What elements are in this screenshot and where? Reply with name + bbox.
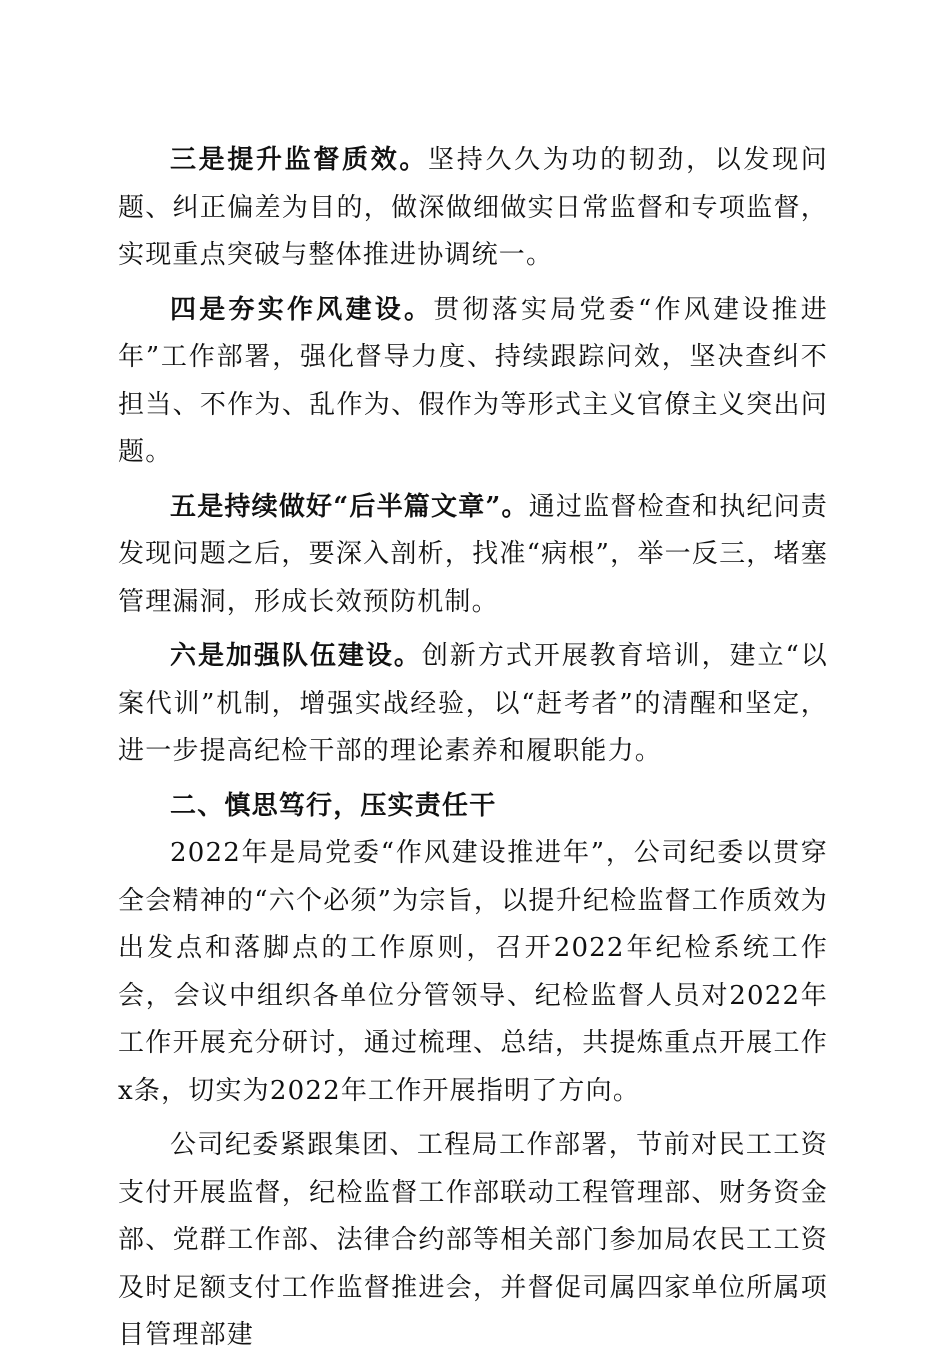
paragraph-text: 通过监督检查和执纪问责发现问题之后，要深入剖析，找准“病根”，举一反三，堵塞管理漏洞，形成长效预防机制。 (118, 491, 828, 617)
section-heading: 二、慎思笃行，压实责任干 (170, 790, 497, 821)
paragraph-text: 坚持久久为功的韧劲，以发现问题、纠正偏差为目的，做深做细做实日常监督和专项监督，实现重点突破与整体推进协调统一。 (118, 145, 828, 270)
paragraph-lead: 五是持续做好“后半篇文章”。 (170, 491, 529, 522)
paragraph-lead: 三是提升监督质效。 (170, 145, 429, 175)
paragraph-improve-supervision (118, 137, 828, 280)
document-body (118, 137, 828, 1360)
paragraph-lead: 四是夯实作风建设。 (170, 294, 434, 325)
paragraph-text: 贯彻落实局党委“作风建设推进年”工作部署，强化督导力度、持续跟踪问效，坚决查纠不担当、不作为、乱作为、假作为等形式主义官僚主义突出问题。 (118, 294, 828, 467)
paragraph-text: 创新方式开展教育培训，建立“以案代训”机制，增强实战经验，以“赶考者”的清醒和坚定，进一步提高纪检干部的理论素养和履职能力。 (118, 641, 828, 766)
paragraph-lead: 六是加强队伍建设。 (170, 641, 422, 671)
paragraph-second-half (118, 484, 828, 627)
paragraph-2022-work-meeting: 2022年是局党委“作风建设推进年”，公司纪委以贯穿全会精神的“六个必须”为宗旨，以提升纪检监督工作质效为出发点和落脚点的工作原则，召开2022年纪检系统工作会，会议中组织各单位分管领导、纪检监督人员对2022年工作开展充分研讨，通过梳理、总结，共提炼重点开展工作x条，切实为2022年工作开展指明了方向。 (118, 838, 828, 1106)
paragraph-work-style (118, 287, 828, 477)
paragraph-team-building (118, 633, 828, 776)
paragraph-wage-supervision: 公司纪委紧跟集团、工程局工作部署，节前对民工工资支付开展监督，纪检监督工作部联动工程管理部、财务资金部、党群工作部、法律合约部等相关部门参加局农民工工资及时足额支付工作监督推进会，并督促司属四家单位所属项目管理部建 (118, 1130, 828, 1350)
